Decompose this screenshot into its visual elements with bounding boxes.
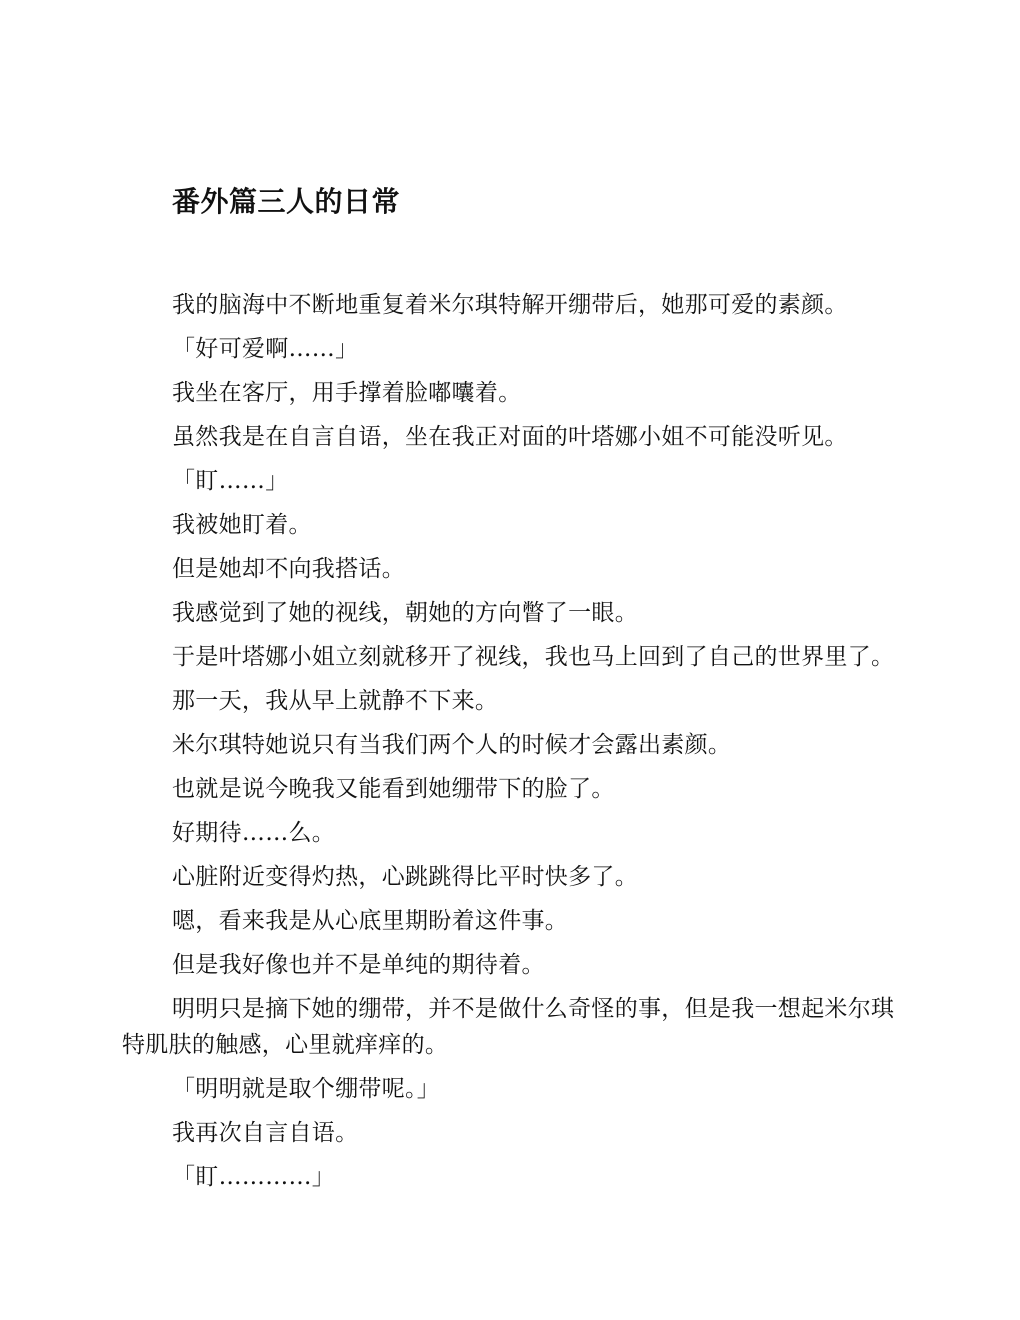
paragraph: 于是叶塔娜小姐立刻就移开了视线，我也马上回到了自己的世界里了。 [172,644,895,670]
paragraph: 那一天，我从早上就静不下来。 [172,688,499,714]
chapter-title: 番外篇三人的日常 [172,185,401,218]
paragraph: 明明只是摘下她的绷带，并不是做什么奇怪的事，但是我一想起米尔琪特肌肤的触感，心里就痒痒的。 [122,996,895,1058]
paragraph: 「盯……」 [172,468,289,494]
paragraph: 也就是说今晚我又能看到她绷带下的脸了。 [172,776,615,802]
body-text [122,283,900,1199]
paragraph: 「好可爱啊……」 [172,336,359,362]
paragraph: 嗯，看来我是从心底里期盼着这件事。 [172,908,569,934]
paragraph: 好期待……么。 [172,820,336,846]
paragraph: 我再次自言自语。 [172,1120,359,1146]
paragraph: 我被她盯着。 [172,512,312,538]
paragraph: 虽然我是在自言自语，坐在我正对面的叶塔娜小姐不可能没听见。 [172,424,848,450]
paragraph: 我感觉到了她的视线，朝她的方向瞥了一眼。 [172,600,638,626]
paragraph: 我坐在客厅，用手撑着脸嘟囔着。 [172,380,522,406]
paragraph: 但是她却不向我搭话。 [172,556,405,582]
paragraph: 但是我好像也并不是单纯的期待着。 [172,952,545,978]
paragraph: 米尔琪特她说只有当我们两个人的时候才会露出素颜。 [172,732,732,758]
paragraph: 「盯…………」 [172,1164,336,1190]
paragraph: 「明明就是取个绷带呢。」 [172,1076,441,1102]
paragraph: 我的脑海中不断地重复着米尔琪特解开绷带后，她那可爱的素颜。 [172,292,848,318]
paragraph: 心脏附近变得灼热，心跳跳得比平时快多了。 [172,864,638,890]
